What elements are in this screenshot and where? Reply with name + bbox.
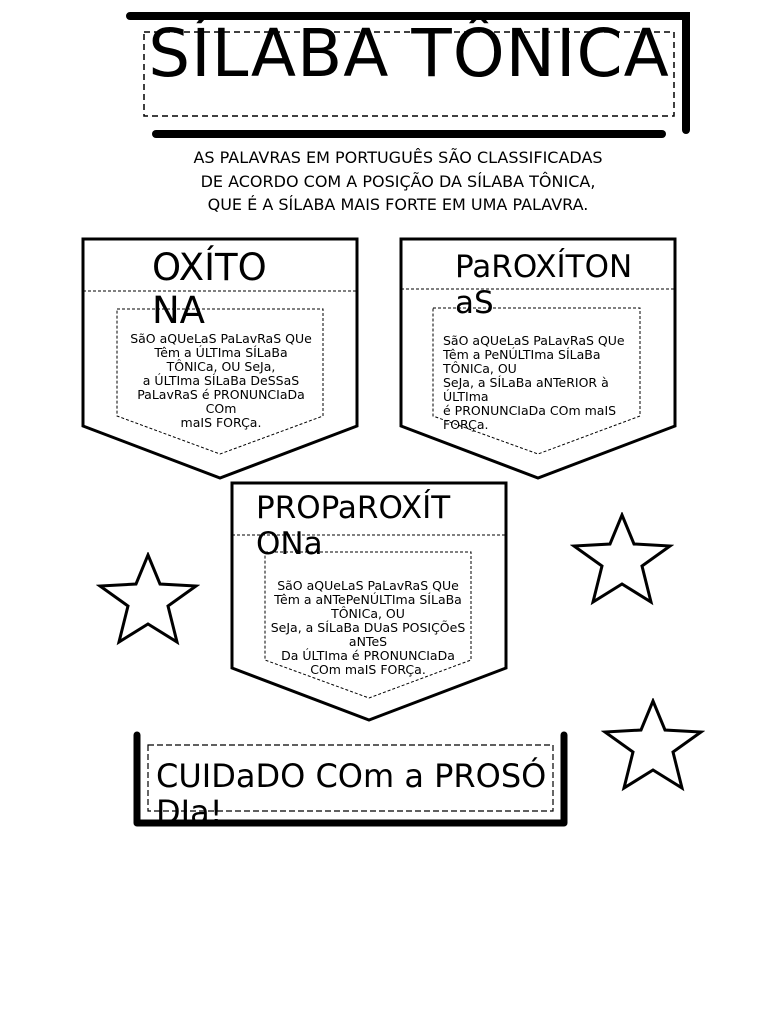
star-icon xyxy=(96,552,200,646)
card-proparoxitona-title: PROPaROXÍTONa xyxy=(256,490,451,562)
card-paroxitonas-description: SãO aQUeLaS PaLavRaS QUe Têm a PeNÚLTIma SÍLaBa TÔNICa, OU SeJa, a SÍLaBa aNTeRIOR à ÚLTIma é PRONUNCIaDa COm maIS FORÇa. xyxy=(443,333,625,432)
card-proparoxitona-description: SãO aQUeLaS PaLavRaS QUe Têm a aNTePeNÚLTIma SÍLaBa TÔNICa, OU SeJa, a SÍLaBa DUaS POSIÇÕeS aNTeS Da ÚLTIma é PRONUNCIaDa COm maIS FORÇa. xyxy=(270,578,466,677)
star-icon xyxy=(601,698,705,792)
footer-warning: CUIDaDO COm a PROSÓDIa! xyxy=(156,757,547,831)
intro-text: AS PALAVRAS EM PORTUGUÊS SÃO CLASSIFICADAS DE ACORDO COM A POSIÇÃO DA SÍLABA TÔNICA, QUE É A SÍLABA MAIS FORTE EM UMA PALAVRA. xyxy=(193,148,603,214)
page-title: SÍLABA TÔNICA xyxy=(148,15,670,92)
card-paroxitonas-title: PaROXÍTONaS xyxy=(455,249,633,321)
card-oxitona-description: SãO aQUeLaS PaLavRaS QUe Têm a ÚLTIma SÍLaBa TÔNICa, OU SeJa, a ÚLTIma SÍLaBa DeSSaS PaLavRaS é PRONUNCIaDa COm maIS FORÇa. xyxy=(130,331,312,430)
star-icon xyxy=(570,512,674,606)
card-oxitona-title: OXÍTONA xyxy=(152,246,267,332)
